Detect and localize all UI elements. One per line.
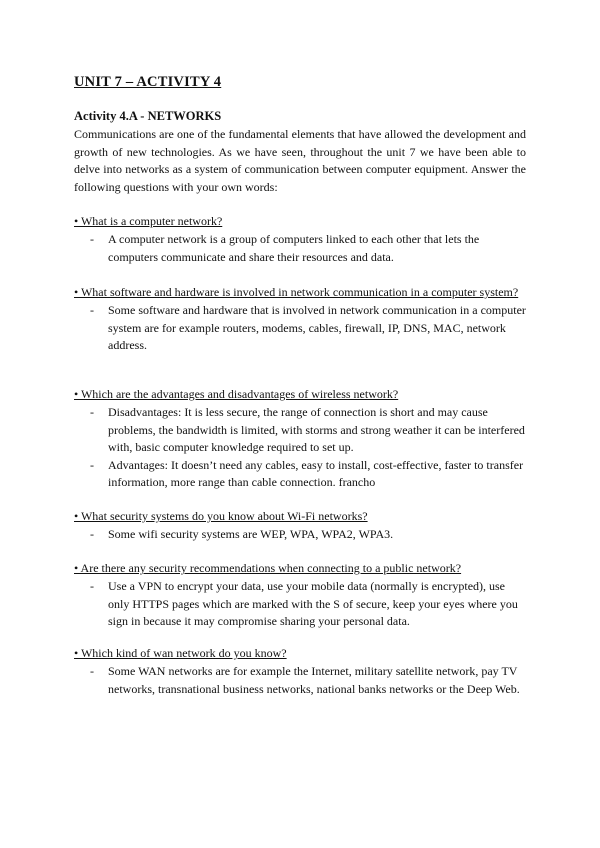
page-title: UNIT 7 – ACTIVITY 4 <box>74 74 222 90</box>
answer-item <box>74 663 526 698</box>
answer-item <box>74 404 526 457</box>
dash-marker: - <box>90 457 94 472</box>
activity-heading: Activity 4.A - NETWORKS <box>74 109 222 123</box>
answer-list <box>74 231 526 266</box>
answer-text: Advantages: It doesn’t need any cables, easy to install, cost-effective, faster to transfer information, more range than cable connection. francho <box>108 457 524 489</box>
question-text: • What software and hardware is involved in network communication in a computer system? <box>74 285 519 299</box>
dash-marker: - <box>90 405 94 419</box>
question-block <box>74 560 526 631</box>
answer-text: Some wifi security systems are WEP, WPA, WPA2, WPA3. <box>108 527 394 541</box>
dash-marker: - <box>90 527 94 541</box>
dash-marker: - <box>90 303 94 317</box>
answer-list <box>74 302 526 355</box>
answer-list <box>74 663 526 698</box>
answer-list <box>74 404 526 492</box>
answer-text: Some software and hardware that is involved in network communication in a computer system are for example routers, modems, cables, firewall, IP, DNS, MAC, network address. <box>108 303 526 352</box>
answer-item <box>74 231 526 266</box>
answer-list <box>74 526 526 544</box>
question-block <box>74 284 526 355</box>
dash-marker: - <box>90 664 94 678</box>
dash-marker: - <box>90 579 94 593</box>
answer-list <box>74 578 526 631</box>
answer-item <box>74 302 526 355</box>
dash-marker: - <box>90 232 94 246</box>
answer-item <box>74 578 526 631</box>
question-block <box>74 645 526 698</box>
question-block <box>74 508 526 544</box>
answer-item <box>74 457 526 492</box>
question-text: • Are there any security recommendations when connecting to a public network? <box>74 561 462 575</box>
question-text: • What security systems do you know about Wi-Fi networks? <box>74 509 368 523</box>
answer-item <box>74 526 526 544</box>
answer-text: Use a VPN to encrypt your data, use your mobile data (normally is encrypted), use only HTTPS pages which are marked with the S of secure, keep your eyes where you sign in because it may compromise sharing your personal data. <box>108 579 518 628</box>
intro-paragraph: Communications are one of the fundamental elements that have allowed the development and growth of new technologies. As we have seen, throughout the unit 7 we have been able to delve into networks as a system of communication between computer equipment. Answer the following questions with your own words: <box>74 127 526 194</box>
answer-text: Disadvantages: It is less secure, the range of connection is short and may cause problems, the bandwidth is limited, with storms and strong weather it can be interfered with, basic computer knowledge required to set up. <box>108 405 525 454</box>
answer-text: Some WAN networks are for example the Internet, military satellite network, pay TV networks, transnational business networks, national banks networks or the Deep Web. <box>108 664 520 696</box>
question-text: • Which are the advantages and disadvantages of wireless network? <box>74 387 399 401</box>
question-block <box>74 386 526 492</box>
question-block <box>74 213 526 266</box>
question-text: • What is a computer network? <box>74 214 223 228</box>
question-text: • Which kind of wan network do you know? <box>74 646 287 660</box>
answer-text: A computer network is a group of computers linked to each other that lets the computers communicate and share their resources and data. <box>108 232 480 264</box>
